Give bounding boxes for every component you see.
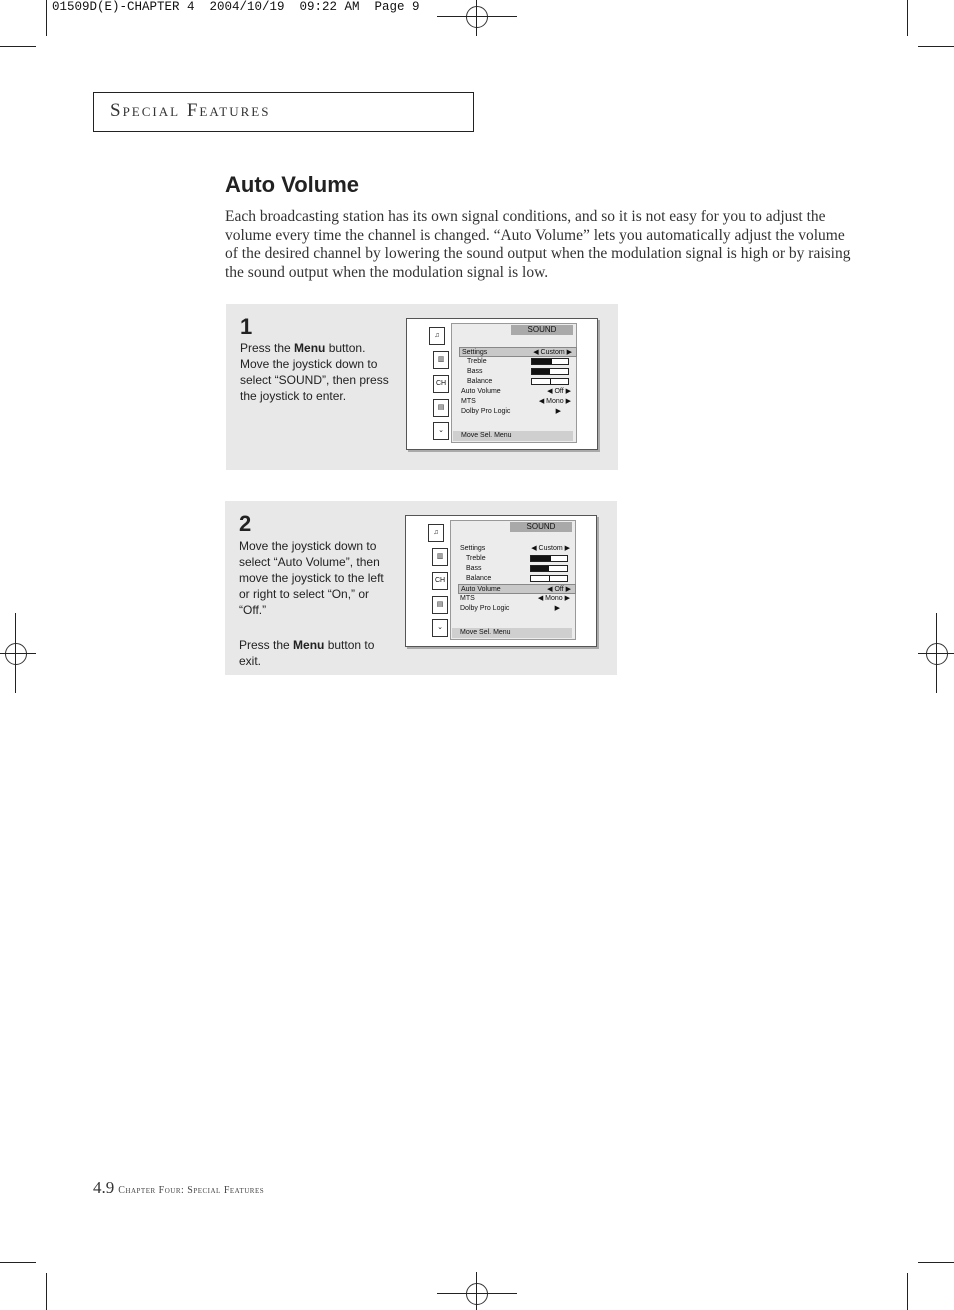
osd-footer-text: Move Sel. Menu xyxy=(461,432,512,439)
setup-icon: ▤ xyxy=(433,399,449,417)
crop-mark xyxy=(437,1293,517,1294)
balance-bar xyxy=(531,378,569,385)
sound-icon: ▥ xyxy=(432,548,448,566)
level-bar xyxy=(530,555,568,562)
osd-row-label: Dolby Pro Logic xyxy=(460,605,510,612)
osd-row-value: ◀ Custom ▶ xyxy=(531,545,570,552)
instruction-text: Press the xyxy=(239,638,294,652)
crop-mark xyxy=(476,0,477,36)
crop-mark xyxy=(907,1273,908,1310)
osd-row xyxy=(458,584,576,594)
osd-header: SOUND xyxy=(511,325,573,335)
osd-row xyxy=(459,347,577,357)
osd-screen xyxy=(406,318,598,450)
intro-paragraph: Each broadcasting station has its own signal conditions, and so it is not easy for you to adjust the volume every time the channel is changed. “Auto Volume” lets you automatically adjust the volume of the desired channel by lowering the sound output when the modulation signal is high or by raising the sound output when the modulation signal is low. xyxy=(225,208,851,281)
print-slug: 01509D(E)-CHAPTER 4 2004/10/19 09:22 AM Page 9 xyxy=(52,0,420,14)
osd-row xyxy=(458,594,574,603)
instruction-text: button to exit. xyxy=(239,638,375,668)
osd-header: SOUND xyxy=(510,522,572,532)
osd-row-label: Treble xyxy=(466,555,486,562)
osd-screen xyxy=(405,515,597,647)
crop-mark xyxy=(918,46,954,47)
step-instruction xyxy=(239,538,389,618)
level-bar xyxy=(530,565,568,572)
osd-row xyxy=(458,554,574,563)
osd-row xyxy=(459,397,575,406)
osd-footer xyxy=(452,628,572,638)
step-1-panel xyxy=(226,304,618,470)
crop-mark xyxy=(476,1272,477,1310)
submenu-arrow-icon: ▶ xyxy=(555,408,561,415)
osd-footer xyxy=(453,431,573,441)
step-instruction xyxy=(240,340,390,404)
level-bar xyxy=(531,368,569,375)
level-bar-fill xyxy=(531,566,549,571)
osd-row xyxy=(458,564,574,573)
registration-mark xyxy=(466,6,488,28)
picture-icon: ♫ xyxy=(429,327,445,345)
chapter-label: Chapter Four: Special Features xyxy=(118,1185,265,1196)
menu-keyword: Menu xyxy=(294,341,326,355)
channel-icon: CH xyxy=(432,572,448,590)
osd-row-label: Dolby Pro Logic xyxy=(461,408,511,415)
page-title: Auto Volume xyxy=(225,172,360,197)
osd-row xyxy=(458,574,574,583)
crop-mark xyxy=(907,0,908,36)
level-bar-fill xyxy=(531,556,551,561)
crop-mark xyxy=(0,46,36,47)
osd-row-value: ◀ Off ▶ xyxy=(547,388,571,395)
osd-row-value: ◀ Mono ▶ xyxy=(537,595,570,602)
osd-footer-text: Move Sel. Menu xyxy=(460,629,511,636)
osd-row-value: ◀ Off ▶ xyxy=(547,586,571,593)
osd-row-label: Bass xyxy=(466,565,482,572)
osd-row-value: ◀ Custom ▶ xyxy=(533,349,572,356)
osd-row-label: MTS xyxy=(460,595,475,602)
osd-row xyxy=(459,367,575,376)
osd-row xyxy=(459,377,575,386)
osd-row-label: Balance xyxy=(467,378,493,385)
osd-row-label: Bass xyxy=(467,368,483,375)
section-label: Special Features xyxy=(110,100,271,121)
crop-mark xyxy=(918,1262,954,1263)
setup-icon: ▤ xyxy=(432,596,448,614)
input-icon: ⌄ xyxy=(432,619,448,637)
step-number: 2 xyxy=(239,511,252,536)
step-exit-instruction xyxy=(239,637,389,669)
submenu-arrow-icon: ▶ xyxy=(554,605,560,612)
level-bar-fill xyxy=(532,359,552,364)
step-number: 1 xyxy=(240,314,253,339)
crop-mark xyxy=(0,1262,36,1263)
osd-row-label: Auto Volume xyxy=(461,388,501,395)
osd-row-label: Treble xyxy=(467,358,487,365)
osd-row-value: ◀ Mono ▶ xyxy=(538,398,571,405)
crop-mark xyxy=(936,613,937,693)
crop-mark xyxy=(46,0,47,36)
registration-mark xyxy=(926,643,948,665)
registration-mark xyxy=(5,643,27,665)
menu-keyword: Menu xyxy=(293,638,325,652)
page-number: 4.9 xyxy=(93,1178,115,1197)
osd-row-label: Settings xyxy=(460,545,486,552)
crop-mark xyxy=(437,16,517,17)
step-2-panel xyxy=(225,501,617,675)
page-footer xyxy=(93,1178,264,1198)
picture-icon: ♫ xyxy=(428,524,444,542)
level-bar-fill xyxy=(532,369,550,374)
osd-row-label: Auto Volume xyxy=(461,586,501,593)
osd-row-label: Settings xyxy=(462,349,488,356)
level-bar xyxy=(531,358,569,365)
sound-icon: ▥ xyxy=(433,351,449,369)
input-icon: ⌄ xyxy=(433,422,449,440)
osd-row xyxy=(459,357,575,366)
balance-marker xyxy=(549,576,550,581)
osd-row xyxy=(459,407,575,416)
registration-mark xyxy=(466,1283,488,1305)
osd-row-label: Balance xyxy=(466,575,492,582)
crop-mark xyxy=(15,613,16,693)
balance-bar xyxy=(530,575,568,582)
osd-row-label: MTS xyxy=(461,398,476,405)
instruction-text: Press the xyxy=(240,341,295,355)
instruction-text: Move the joystick down to select “Auto Volume”, then move the joystick to the left or right to select “On,” or “Off.” xyxy=(239,539,384,617)
osd-row xyxy=(458,604,574,613)
crop-mark xyxy=(0,653,36,654)
balance-marker xyxy=(550,379,551,384)
osd-row xyxy=(459,387,575,396)
crop-mark xyxy=(46,1273,47,1310)
instruction-text: button. Move the joystick down to select “SOUND”, then press the joystick to enter. xyxy=(240,341,389,403)
osd-row xyxy=(458,544,574,553)
channel-icon: CH xyxy=(433,375,449,393)
